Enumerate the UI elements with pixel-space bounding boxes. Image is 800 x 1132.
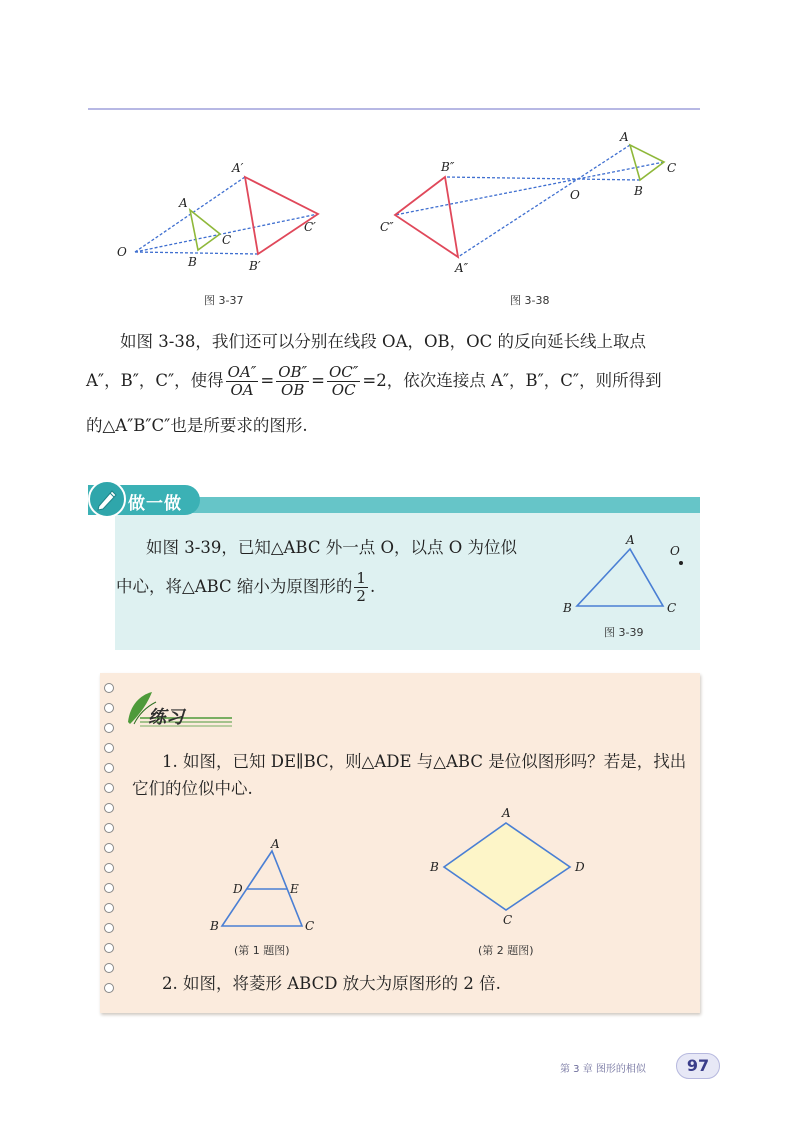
paragraph-line-3: 的△A″B″C″也是所要求的图形. bbox=[86, 416, 308, 435]
fig339-label-B: B bbox=[563, 601, 572, 615]
paragraph-line-2-post: =2，依次连接点 A″，B″，C″，则所得到 bbox=[362, 371, 662, 390]
fig337-label-B1: B′ bbox=[249, 259, 261, 273]
fraction-oc: $\frac{OC''}{OC}$ bbox=[328, 363, 359, 399]
ex2-label-A: A bbox=[502, 806, 511, 820]
try-line-2: 中心，将△ABC 缩小为原图形的 $\frac{1}{2}$ . bbox=[116, 569, 376, 605]
fig338-caption: 图 3-38 bbox=[510, 294, 550, 307]
exercise-2-figure bbox=[429, 806, 585, 927]
exercise-title: 练习 bbox=[148, 707, 184, 728]
fig337-label-A: A bbox=[179, 196, 188, 210]
fig338-label-A: A bbox=[620, 130, 629, 144]
ex2-label-C: C bbox=[503, 913, 513, 927]
binder-ring bbox=[104, 963, 114, 973]
ex1-label-C: C bbox=[305, 919, 315, 933]
exercise-q2: 2. 如图，将菱形 ABCD 放大为原图形的 2 倍. bbox=[162, 974, 501, 993]
try-line-1: 如图 3-39，已知△ABC 外一点 O，以点 O 为位似 bbox=[146, 538, 518, 557]
binder-ring bbox=[104, 983, 114, 993]
fig337-label-O: O bbox=[117, 245, 127, 259]
footer-chapter: 第 3 章 图形的相似 bbox=[560, 1064, 646, 1075]
page-number: 97 bbox=[686, 1056, 710, 1075]
fig337-label-C1: C′ bbox=[304, 220, 316, 234]
fig338-label-A2: A″ bbox=[455, 261, 469, 275]
ex1-label-D: D bbox=[233, 882, 243, 896]
fig337-label-A1: A′ bbox=[232, 161, 244, 175]
fraction-ob: $\frac{OB''}{OB}$ bbox=[278, 363, 308, 399]
ex2-label-B: B bbox=[430, 860, 439, 874]
paragraph-line-1: 如图 3-38，我们还可以分别在线段 OA，OB，OC 的反向延长线上取点 bbox=[120, 332, 647, 351]
fig337-label-C: C bbox=[222, 233, 232, 247]
fraction-oa: $\frac{OA''}{OA}$ bbox=[227, 363, 257, 399]
exercise-1-figure bbox=[209, 837, 314, 933]
ex1-label-B: B bbox=[210, 919, 219, 933]
ex1-caption: (第 1 题图) bbox=[234, 944, 290, 957]
exercise-q1-line-1: 1. 如图，已知 DE∥BC，则△ADE 与△ABC 是位似图形吗？若是，找出 bbox=[162, 752, 687, 771]
fig339-caption: 图 3-39 bbox=[604, 626, 644, 639]
ex2-caption: (第 2 题图) bbox=[478, 944, 534, 957]
fig338-label-C2: C″ bbox=[380, 220, 394, 234]
fig339-label-C: C bbox=[667, 601, 677, 615]
fig338-label-O: O bbox=[570, 188, 580, 202]
fig338-label-C: C bbox=[667, 161, 677, 175]
fig339-label-A: A bbox=[626, 533, 635, 547]
ex1-label-A: A bbox=[271, 837, 280, 851]
fig338-label-B2: B″ bbox=[441, 160, 455, 174]
paragraph-line-2-pre: A″，B″，C″，使得 bbox=[86, 371, 224, 390]
fig337-caption: 图 3-37 bbox=[204, 294, 244, 307]
fig338-label-B: B bbox=[634, 184, 643, 198]
exercise-q1-line-2: 它们的位似中心. bbox=[132, 779, 253, 798]
fraction-one-half: $\frac{1}{2}$ bbox=[356, 569, 366, 605]
fig337-label-B: B bbox=[188, 255, 197, 269]
paragraph-line-2: A″，B″，C″，使得 $\frac{OA''}{OA}$ = $\frac{OB''}{OB}$ = $\frac{OC''}{OC}$ =2，依次连接点 A″，B″，C″，则所得到 bbox=[86, 363, 662, 399]
ex2-label-D: D bbox=[575, 860, 585, 874]
try-section-title: 做一做 bbox=[128, 494, 182, 514]
fig339-label-O: O bbox=[670, 544, 680, 558]
ex1-label-E: E bbox=[290, 882, 299, 896]
